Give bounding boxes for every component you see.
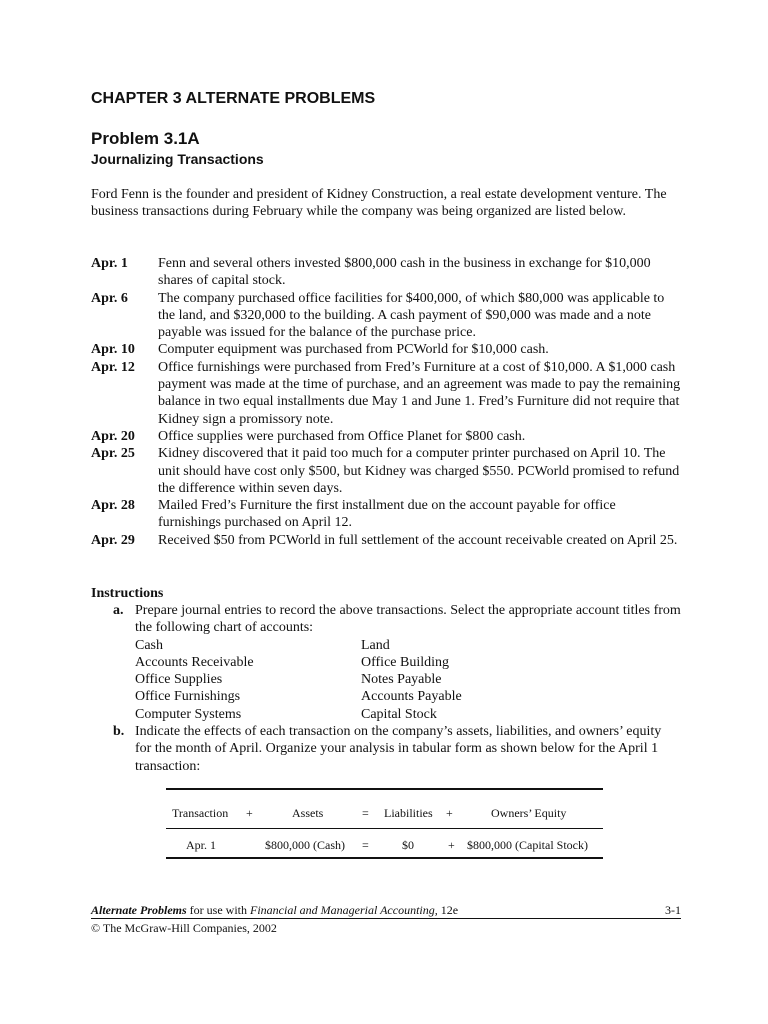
transaction-text: Mailed Fred’s Furniture the first installment due on the account payable for office furnishings purchased on April 12. — [158, 498, 616, 531]
table-top-rule — [166, 788, 603, 790]
transaction-date: Apr. 25 — [91, 446, 135, 462]
instruction-b-text: Indicate the effects of each transaction on the company’s assets, liabilities, and owners’ equity for the month of April. Organize your analysis in tabular form as shown below for the April 1 transaction: — [135, 724, 662, 774]
transaction-item — [91, 255, 681, 290]
transaction-item — [91, 497, 681, 532]
account-title: Office Supplies — [135, 672, 223, 688]
transaction-date: Apr. 20 — [91, 428, 135, 444]
account-title: Cash — [135, 637, 163, 653]
transaction-text: Office supplies were purchased from Office Planet for $800 cash. — [158, 428, 526, 444]
transaction-date: Apr. 12 — [91, 359, 135, 375]
account-title: Accounts Receivable — [135, 654, 254, 670]
cell-equals: = — [362, 838, 369, 852]
instruction-b — [113, 723, 681, 775]
footer-line — [91, 903, 681, 919]
header-assets: Assets — [292, 806, 324, 820]
transaction-item — [91, 341, 681, 358]
account-title: Office Furnishings — [135, 689, 241, 705]
cell-transaction: Apr. 1 — [186, 838, 216, 852]
header-plus: + — [246, 806, 253, 820]
instruction-a — [113, 602, 681, 723]
account-title: Accounts Payable — [361, 689, 462, 705]
analysis-table — [166, 788, 603, 859]
transaction-text: The company purchased office facilities for $400,000, of which $80,000 was applicable to the land, and $320,000 to the building. A cash payment of $90,000 was made and a note payable was issued for the balance of the purchase price. — [158, 290, 665, 341]
account-title: Computer Systems — [135, 706, 242, 722]
header-equals: = — [362, 806, 369, 820]
transaction-list — [91, 255, 681, 549]
transaction-item — [91, 532, 681, 549]
problem-title: Problem 3.1A — [91, 129, 200, 148]
transaction-text: Fenn and several others invested $800,000 cash in the business in exchange for $10,000 shares of capital stock. — [158, 256, 651, 289]
intro-paragraph: Ford Fenn is the founder and president of Kidney Construction, a real estate development venture. The business transactions during February while the company was being organized are listed below. — [91, 187, 667, 220]
account-title: Notes Payable — [361, 672, 442, 688]
problem-subtitle: Journalizing Transactions — [91, 151, 264, 167]
instructions-heading: Instructions — [91, 586, 164, 601]
transaction-item — [91, 290, 681, 342]
transaction-date: Apr. 1 — [91, 256, 128, 271]
cell-liabilities: $0 — [402, 838, 414, 852]
account-title: Capital Stock — [361, 706, 437, 722]
transaction-text: Kidney discovered that it paid too much for a computer printer purchased on April 10. The unit should have cost only $500, but Kidney was charged $550. PCWorld promised to refund the difference within seven days. — [158, 446, 680, 496]
table-header-rule — [166, 828, 603, 829]
instruction-a-body — [135, 602, 681, 723]
transaction-text: Computer equipment was purchased from PCWorld for $10,000 cash. — [158, 342, 549, 358]
instruction-b-label: b. — [113, 724, 125, 739]
transaction-date: Apr. 29 — [91, 532, 135, 548]
account-title: Office Building — [361, 654, 450, 670]
page-number: 3-1 — [665, 903, 681, 917]
cell-owners-equity: $800,000 (Capital Stock) — [467, 838, 588, 852]
chart-of-accounts — [135, 637, 681, 723]
cell-plus: + — [448, 838, 455, 852]
instruction-a-label: a. — [113, 603, 124, 618]
page-footer — [91, 903, 681, 936]
transaction-item — [91, 445, 681, 497]
header-transaction: Transaction — [172, 806, 229, 820]
transaction-date: Apr. 6 — [91, 290, 128, 306]
transaction-date: Apr. 28 — [91, 498, 135, 514]
header-owners-equity: Owners’ Equity — [491, 806, 567, 820]
cell-assets: $800,000 (Cash) — [265, 838, 345, 852]
account-title: Land — [361, 637, 390, 653]
table-data-row — [166, 838, 603, 854]
table-bottom-rule — [166, 857, 603, 859]
header-plus: + — [446, 806, 453, 820]
header-liabilities: Liabilities — [384, 806, 433, 820]
transaction-text: Office furnishings were purchased from Fred’s Furniture at a cost of $10,000. A $1,000 cash payment was made at the time of purchase, and an agreement was made to pay the remaining balance in two equal installments due May 1 and June 1. Fred’s Furniture did not require that Kidney sign a promissory note. — [158, 359, 681, 427]
footer-book-title: Alternate Problems for use with Financial and Managerial Accounting, 12e — [91, 903, 459, 917]
instruction-a-text: Prepare journal entries to record the above transactions. Select the appropriate account titles from the following chart of accounts: — [135, 603, 681, 636]
transaction-text: Received $50 from PCWorld in full settlement of the account receivable created on April 25. — [158, 532, 678, 548]
table-header-row — [166, 806, 603, 822]
transaction-item — [91, 428, 681, 445]
copyright: © The McGraw-Hill Companies, 2002 — [91, 921, 277, 935]
chapter-title: CHAPTER 3 ALTERNATE PROBLEMS — [91, 90, 376, 107]
transaction-item — [91, 359, 681, 428]
transaction-date: Apr. 10 — [91, 342, 135, 358]
